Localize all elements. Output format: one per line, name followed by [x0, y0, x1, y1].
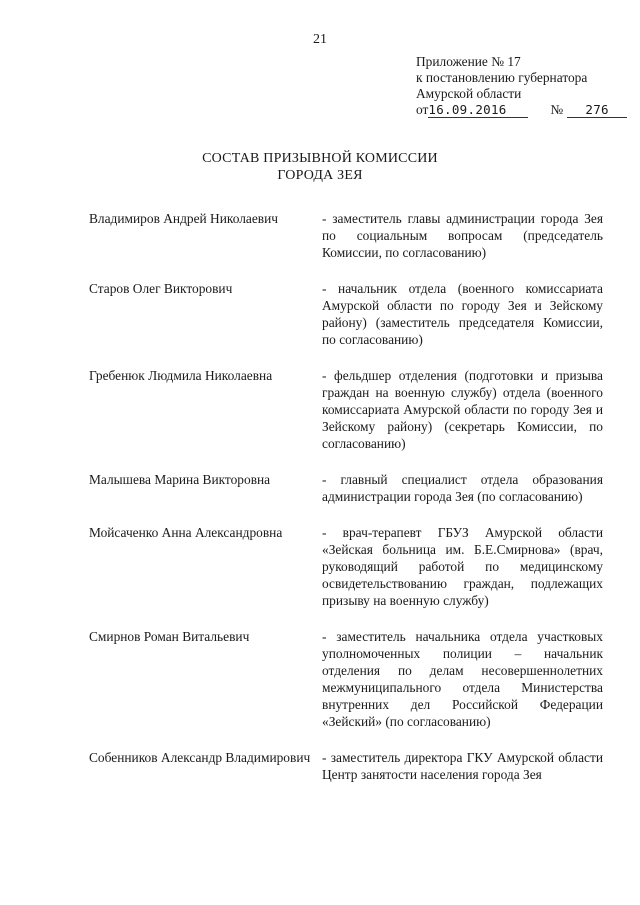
appendix-region: Амурской области — [416, 86, 522, 101]
member-name: Смирнов Роман Витальевич — [89, 629, 250, 644]
from-label: от — [416, 102, 429, 117]
number-sign: № — [550, 102, 564, 117]
appendix-title: Приложение № 17 — [416, 54, 521, 69]
decree-date: 16.09.2016 — [428, 103, 528, 118]
member-role: - заместитель главы администрации города Зея по социальным вопросам (председатель Комиссии, по согласованию) — [322, 211, 603, 260]
commission-members-list — [89, 210, 603, 802]
title-line-2: ГОРОДА ЗЕЯ — [277, 168, 363, 183]
title-line-1: СОСТАВ ПРИЗЫВНОЙ КОМИССИИ — [202, 151, 438, 166]
member-role: - главный специалист отдела образования администрации города Зея (по согласованию) — [322, 472, 603, 504]
member-row — [89, 524, 603, 609]
member-row — [89, 210, 603, 261]
member-row — [89, 749, 603, 783]
appendix-header — [416, 54, 631, 118]
member-row — [89, 280, 603, 348]
member-name: Владимиров Андрей Николаевич — [89, 211, 279, 226]
member-role: - фельдшер отделения (подготовки и призыва граждан на военную службу) отдела (военного комиссариата Амурской области по городу Зея и Зейскому району) (секретарь Комиссии, по согласованию) — [322, 368, 603, 451]
member-role: - заместитель директора ГКУ Амурской области Центр занятости населения города Зея — [322, 750, 603, 782]
member-name: Малышева Марина Викторовна — [89, 472, 271, 487]
page-number: 21 — [313, 32, 327, 47]
member-name: Мойсаченко Анна Александровна — [89, 525, 283, 540]
member-name: Старов Олег Викторович — [89, 281, 233, 296]
member-role: - заместитель начальника отдела участковых уполномоченных полиции – начальник отделения по делам несовершеннолетних межмуниципального отдела Министерства внутренних дел Российской Федерации «Зейский» (по согласованию) — [322, 629, 603, 729]
appendix-decree-ref: к постановлению губернатора — [416, 70, 588, 85]
member-role: - врач-терапевт ГБУЗ Амурской области «Зейская больница им. Б.Е.Смирнова» (врач, руководящий работой по медицинскому освидетельствованию граждан, подлежащих призыву на военную службу) — [322, 525, 603, 608]
member-row — [89, 367, 603, 452]
member-role: - начальник отдела (военного комиссариата Амурской области по городу Зея и Зейскому району) (заместитель председателя Комиссии, по согласованию) — [322, 281, 603, 347]
member-name: Собенников Александр Владимирович — [89, 750, 311, 765]
member-name: Гребенюк Людмила Николаевна — [89, 368, 273, 383]
decree-number: 276 — [567, 103, 627, 118]
decree-date-number — [416, 102, 631, 118]
member-row — [89, 471, 603, 505]
document-title — [0, 150, 640, 184]
member-row — [89, 628, 603, 730]
